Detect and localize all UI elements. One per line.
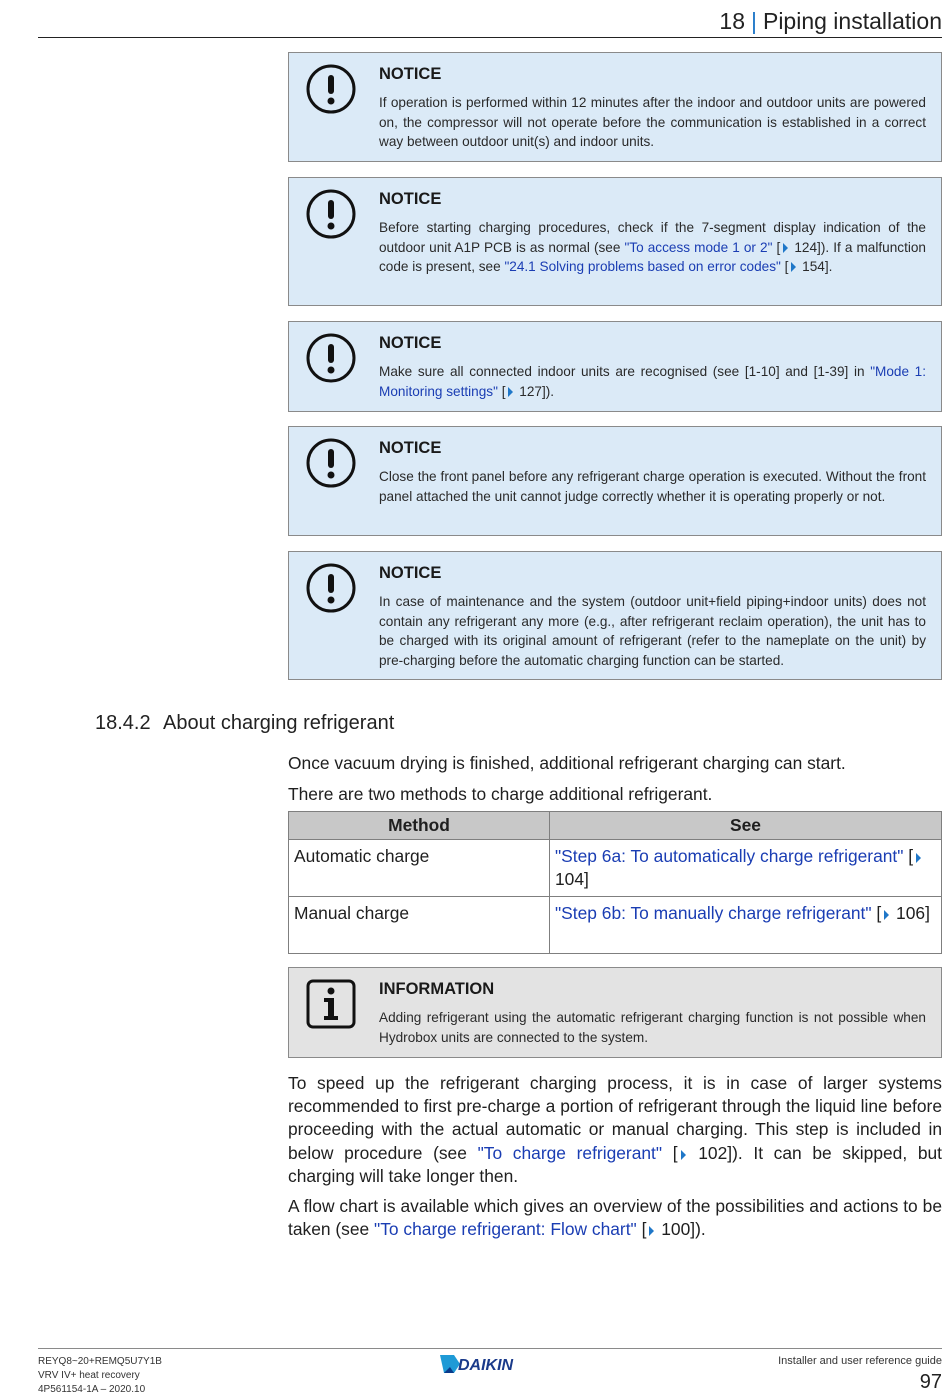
product-line: VRV IV+ heat recovery: [38, 1370, 140, 1381]
cross-reference-link[interactable]: "To access mode 1 or 2": [624, 239, 773, 255]
notice-title: NOTICE: [379, 564, 442, 582]
notice-body: Before starting charging procedures, check if the 7-segment display indication of the outdoor unit A1P PCB is as normal (see "To access mode 1 or 2" [ 124]). If a malfunction code is present, see "24.1 Solving problems based on error codes" [ 154].: [379, 220, 926, 275]
section-title: About charging refrigerant: [163, 712, 395, 734]
notice-body: In case of maintenance and the system (outdoor unit+field piping+indoor units) does not contain any refrigerant any more (e.g., after refrigerant reclaim operation), the unit has to be charged with its original amount of refrigerant (refer to the nameplate on the unit) by pre-charging before the automatic charging function can be started.: [379, 594, 926, 669]
page-arrow-icon: [884, 910, 889, 920]
exclamation-circle-icon: [305, 332, 357, 384]
see-cell: "Step 6b: To manually charge refrigerant" [ 106]: [550, 897, 942, 954]
notice-title: NOTICE: [379, 439, 442, 457]
intro-paragraph: Once vacuum drying is finished, additional refrigerant charging can start.: [288, 753, 846, 773]
page-arrow-icon: [508, 387, 513, 397]
cross-reference-link[interactable]: "To charge refrigerant: Flow chart": [374, 1219, 637, 1240]
page-footer: [38, 1348, 942, 1394]
cross-reference-link[interactable]: "Mode 1: Monitoring settings": [379, 364, 926, 399]
chapter-separator: |: [751, 8, 757, 34]
page-reference: 106]: [891, 903, 930, 923]
notice-title: NOTICE: [379, 190, 442, 208]
column-header-see: See: [550, 812, 942, 840]
notice-box: [288, 177, 942, 306]
guide-title: Installer and user reference guide: [778, 1355, 942, 1367]
column-header-method: Method: [289, 812, 550, 840]
table-row: [289, 897, 942, 954]
information-box: [288, 967, 942, 1058]
page-header: [38, 6, 942, 38]
table-row: [289, 840, 942, 897]
notice-box: [288, 52, 942, 162]
daikin-logo: [438, 1353, 542, 1375]
notice-title: NOTICE: [379, 334, 442, 352]
methods-table: [288, 811, 942, 954]
information-title: INFORMATION: [379, 980, 495, 998]
see-cell: "Step 6a: To automatically charge refrigerant" [ 104]: [550, 840, 942, 897]
notice-body: Close the front panel before any refrigerant charge operation is executed. Without the front panel attached the unit cannot judge correctly whether it is operating properly or not.: [379, 469, 926, 504]
doc-line: 4P561154-1A – 2020.10: [38, 1384, 146, 1394]
chapter-title: Piping installation: [762, 8, 942, 34]
information-body: Adding refrigerant using the automatic refrigerant charging function is not possible when Hydrobox units are connected to the system.: [379, 1010, 926, 1045]
cross-reference-link[interactable]: "To charge refrigerant": [477, 1142, 663, 1163]
method-cell: Manual charge: [289, 897, 550, 954]
intro-paragraph: There are two methods to charge additional refrigerant.: [288, 784, 713, 804]
notice-box: [288, 551, 942, 680]
cross-reference-link[interactable]: "24.1 Solving problems based on error codes": [504, 259, 781, 275]
body-paragraph: To speed up the refrigerant charging process, it is in case of larger systems recommended to first pre-charge a portion of refrigerant through the liquid line before proceeding with the actual automatic or manual charging. This step is included in below procedure (see "To charge refrigerant" [ 102]). It can be skipped, but charging will take longer then.: [288, 1073, 943, 1186]
page-arrow-icon: [783, 243, 788, 253]
page-arrow-icon: [681, 1150, 686, 1160]
exclamation-circle-icon: [305, 562, 357, 614]
page-number: 97: [919, 1371, 942, 1393]
chapter-heading: [719, 8, 942, 35]
notice-box: [288, 321, 942, 412]
table-header-row: [289, 812, 942, 840]
cross-reference-link[interactable]: "Step 6b: To manually charge refrigerant": [555, 903, 872, 923]
notice-body: Make sure all connected indoor units are recognised (see [1-10] and [1-39] in "Mode 1: Monitoring settings" [ 127]).: [379, 364, 926, 399]
exclamation-circle-icon: [305, 188, 357, 240]
exclamation-circle-icon: [305, 63, 357, 115]
chapter-number: 18: [719, 8, 745, 34]
page-reference: 104]: [555, 869, 589, 890]
info-box-icon: [305, 978, 357, 1030]
section-heading: [95, 712, 394, 735]
model-line: REYQ8~20+REMQ5U7Y1B: [38, 1356, 162, 1367]
cross-reference-link[interactable]: "Step 6a: To automatically charge refrigerant": [555, 846, 904, 866]
page-arrow-icon: [649, 1226, 654, 1236]
section-number: 18.4.2: [95, 712, 151, 734]
exclamation-circle-icon: [305, 437, 357, 489]
body-paragraph: A flow chart is available which gives an overview of the possibilities and actions to be taken (see "To charge refrigerant: Flow chart" [ 100]).: [288, 1196, 942, 1240]
method-cell: Automatic charge: [289, 840, 550, 897]
page-arrow-icon: [916, 853, 921, 863]
notice-title: NOTICE: [379, 65, 442, 83]
document-info: [38, 1355, 162, 1394]
notice-body: If operation is performed within 12 minutes after the indoor and outdoor units are powered on, the compressor will not operate before the communication is established in a correct way between outdoor unit(s) and indoor units.: [379, 95, 926, 150]
page-arrow-icon: [791, 262, 796, 272]
notice-box: [288, 426, 942, 536]
brand-text: DAIKIN: [458, 1357, 514, 1374]
